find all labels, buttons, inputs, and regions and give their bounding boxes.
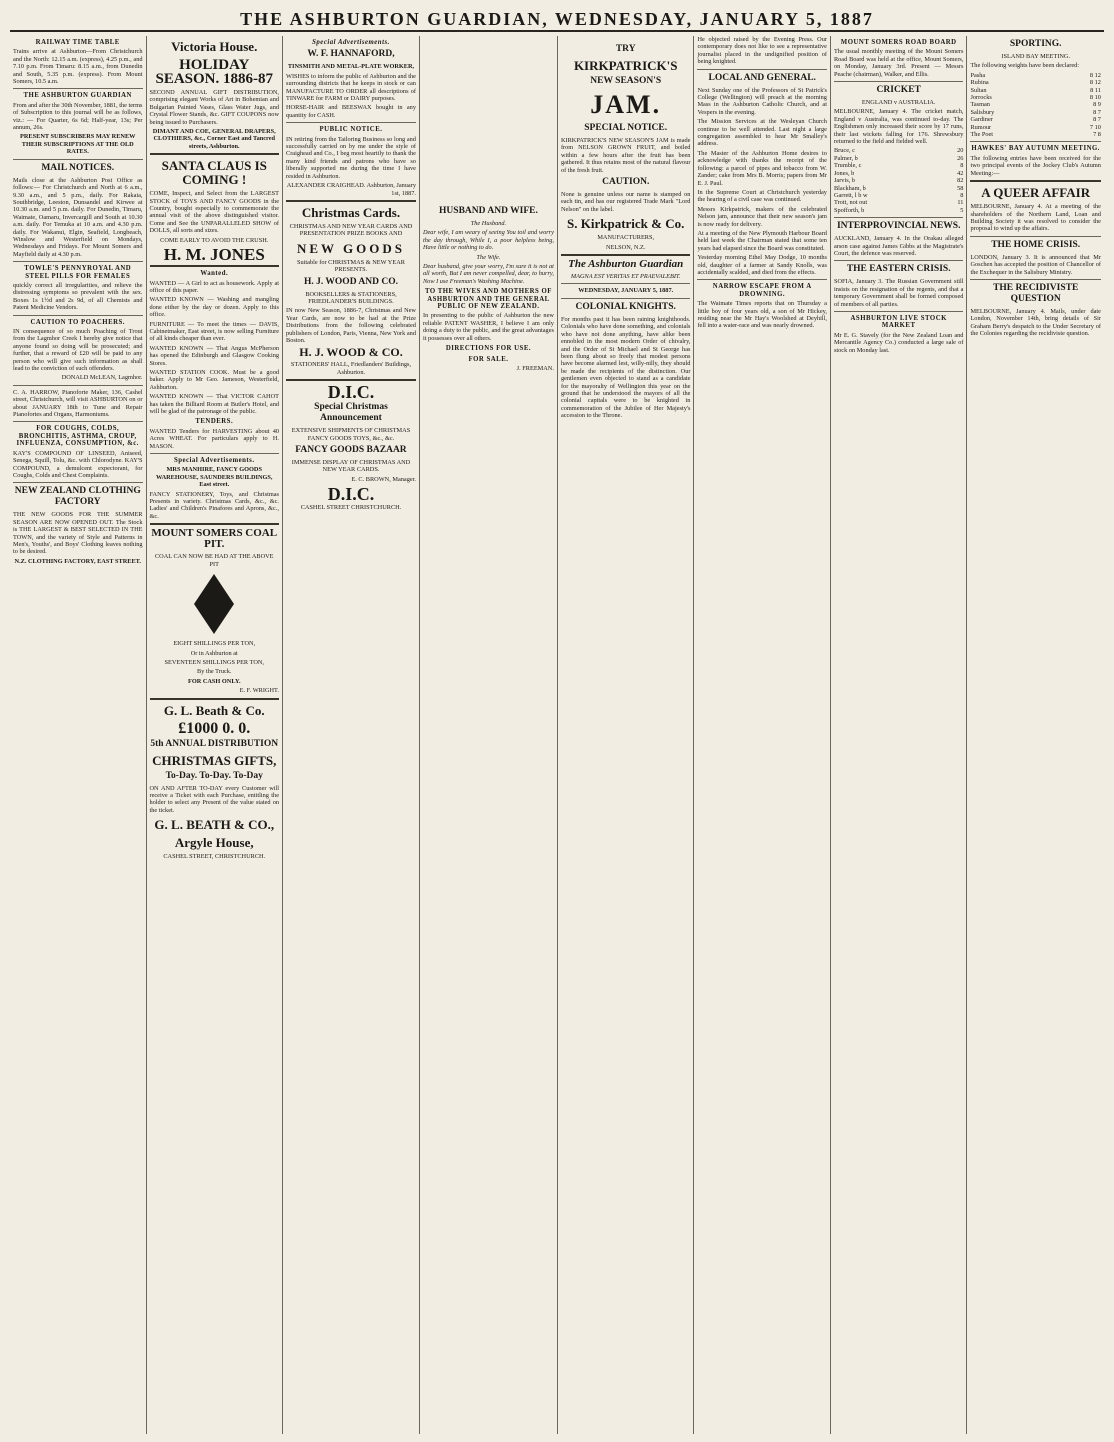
local-text-6: At a meeting of the New Plymouth Harbour Board held last week the Chairman stated that some ten years had elapsed since the Board was constituted. — [697, 229, 827, 252]
new-goods-heading: NEW GOODS — [296, 240, 405, 256]
divider — [970, 141, 1101, 142]
divider — [697, 69, 827, 70]
divider — [697, 279, 827, 280]
local-heading: LOCAL AND GENERAL. — [708, 72, 816, 83]
score-name: Garrett, l b w — [833, 191, 868, 199]
santa-tag: COME EARLY TO AVOID THE CRUSH. — [160, 236, 269, 244]
divider — [13, 482, 143, 483]
beath-text: ON AND AFTER TO-DAY every Customer will receive a Ticket with each Purchase, entitling the holder to select any Present of the value stated on the ticket. — [149, 784, 279, 814]
divider — [150, 265, 280, 267]
beath-annual: 5th ANNUAL DISTRIBUTION — [150, 738, 279, 749]
special-xmas-heading: Special Christmas Announcement — [314, 402, 388, 424]
score-name: Trott, not out — [833, 199, 868, 207]
coal-price-2: Or in Ashburton at — [190, 649, 238, 657]
horse-weight: 8 12 — [1089, 71, 1101, 79]
horse-name: Jorrocks — [970, 94, 992, 102]
wood-text: IN now New Season, 1886-7, Christmas and New Year Cards, are now to be had at the Prize Distributions from the following celebrated publishers of London, Paris, Vienna, New York and Boston. — [286, 307, 416, 344]
divider — [834, 217, 964, 218]
horse-weight: 8 7 — [1093, 116, 1101, 124]
beath-amount: £1000 0. 0. — [178, 719, 251, 737]
divider — [561, 298, 691, 299]
horse-weight: 8 7 — [1093, 108, 1101, 116]
caution-sign: DONALD McLEAN, Lagmhor. — [61, 374, 143, 382]
divider — [150, 153, 280, 155]
hawkes-heading: HAWKES' BAY AUTUMN MEETING. — [971, 145, 1100, 153]
xmas-cards-heading: Christmas Cards. — [301, 204, 401, 220]
score-name: Bruce, c — [833, 147, 855, 155]
hawkes-text: The following entries have been received for the two principal events of the Jockey Club's Autumn Meeting:— — [970, 154, 1101, 177]
coal-price-3: SEVENTEEN SHILLINGS PER TON, — [164, 658, 264, 666]
interprovincial-heading: INTERPROVINCIAL NEWS. — [836, 221, 961, 232]
tenders-heading: TENDERS. — [195, 418, 234, 426]
dic2-sub: CASHEL STREET CHRISTCHURCH. — [300, 504, 402, 512]
score-name: Blackham, b — [833, 184, 866, 192]
mail-text: Mails close at the Ashburton Post Office as follows:— For Christchurch and North at 6 a.m., 9.30 a.m., and 5 p.m., daily. For Rakaia, Southbridge, Leeston, Dunsandel and Kirwee at 10.30 a.m. and 5 p.m. daily. For Dunedin, Timaru, Waimate, Oamaru, Invercargill and South at 10.30 a.m. daily. For Temuka at 10 a.m. and 4.30 p.m. daily. For Wakanui, Elgin, Seafield, Longbeach, Winslow and Westerfield on Mondays, Wednesdays and Fridays. For Mount Somers and Mayfield daily at 4.30 p.m. — [13, 176, 143, 258]
horse-weight: 7 10 — [1089, 123, 1101, 131]
for-sale-heading: FOR SALE. — [468, 355, 509, 363]
wanted-5: WANTED STATION COOK. Must be a good baker. Apply to Mr Geo. Jameson, Westerfield, Ashburton. — [149, 368, 279, 391]
horse-name: Gardiner — [970, 116, 993, 124]
weights-table — [970, 72, 1101, 139]
guardian-title: The Ashburton Guardian — [568, 258, 684, 271]
column-3 — [283, 36, 420, 1434]
women-heading: TO THE WIVES AND MOTHERS OF ASHBURTON AND THE GENERAL PUBLIC OF NEW ZEALAND. — [424, 288, 552, 311]
livestock-heading: ASHBURTON LIVE STOCK MARKET — [850, 314, 947, 330]
coughs-heading: FOR COUGHS, COLDS, BRONCHITIS, ASTHMA, CROUP, INFLUENZA, CONSUMPTION, &c. — [16, 425, 139, 448]
divider — [834, 311, 964, 312]
extensive-text: EXTENSIVE SHIPMENTS OF CHRISTMAS FANCY GOODS TOYS, &c., &c. — [291, 427, 411, 442]
caution-heading: CAUTION. — [602, 177, 650, 188]
coal-sub: COAL CAN NOW BE HAD AT THE ABOVE PIT — [154, 553, 274, 568]
victoria-heading: Victoria House. — [171, 39, 258, 54]
kay-text: KAY'S COMPOUND OF LINSEED, Aniseed, Senega, Squill, Tolu, &c. with Chlorodyne. KAY'S COMPOUND, a demulcent expectorant, for Coughs, Colds and Chest Complaints. — [13, 449, 143, 479]
divider — [561, 283, 691, 284]
horse-name: The Poet — [970, 131, 994, 139]
guardian-text: From and after the 30th November, 1881, the terms of Subscription to this journal will be as follows, viz.: — For Quarter, 6s 6d; Half-year, 13s; Per annum, 26s. — [13, 101, 143, 132]
masthead: THE ASHBURTON GUARDIAN, WEDNESDAY, JANUARY 5, 1887 — [10, 8, 1104, 32]
horse-weight: 8 11 — [1090, 86, 1101, 94]
freeman-sign: J. FREEMAN. — [516, 364, 554, 372]
divider — [970, 180, 1101, 182]
nelson-text: NELSON, N.Z. — [605, 243, 646, 251]
wanted-3: FURNITURE — To meet the times — DAVIS, Cabinetmaker, East street, is now selling Furniture of all kinds cheaper than ever. — [149, 320, 279, 343]
divider — [13, 421, 143, 422]
coal-sign: E. F. WRIGHT. — [239, 687, 279, 695]
factory-sign: N.Z. CLOTHING FACTORY, EAST STREET. — [14, 557, 141, 565]
score-name: Palmer, b — [833, 154, 858, 162]
horse-weight: 7 8 — [1093, 131, 1101, 139]
divider — [13, 88, 143, 89]
directions-heading: DIRECTIONS FOR USE. — [445, 345, 532, 353]
leader-date: WEDNESDAY, JANUARY 5, 1887. — [578, 287, 674, 295]
table-row — [970, 101, 1101, 108]
queer-heading: A QUEER AFFAIR — [981, 185, 1091, 201]
table-row — [834, 162, 964, 169]
home-heading: THE HOME CRISIS. — [991, 239, 1081, 250]
col3-hdr: Special Advertisements. — [312, 39, 390, 46]
road-board-text: The usual monthly meeting of the Mount Somers Road Board was held at the office, Mount Somers, on Monday, January 3rd. Present — Messrs Peache (chairman), Walker, and Ellis. — [833, 48, 964, 78]
harrow-text: C. A. HARROW, Pianoforte Maker, 136, Cashel street, Christchurch, will visit ASHBURTON on or about JANUARY 18th to Tune and Repair Pianofortes and Organs, Harmoniums. — [13, 388, 143, 419]
horse-weight: 8 12 — [1089, 79, 1101, 87]
hannaford-text: WISHES to inform the public of Ashburton and the surrounding districts that he keeps in stock or can MANUFACTURE TO ORDER all descriptions of TINWARE for FARM or DAIRY purposes. — [286, 72, 416, 103]
mail-heading: MAIL NOTICES. — [41, 162, 115, 173]
husband-sub: The Husband. — [470, 220, 507, 227]
score-runs: 8 — [960, 191, 964, 199]
score-runs: 11 — [957, 199, 964, 207]
public-notice-sign: ALEXANDER CRAIGHEAD. Ashburton, January 1st, 1887. — [286, 182, 416, 197]
table-row — [970, 124, 1101, 131]
local-text-2: The Mission Services at the Wesleyan Church continue to be well attended. Last night a large congregation assembled to hear Mr Smalley's address. — [697, 118, 827, 148]
eastern-text: SOFIA, January 3. The Russian Government still insists on the resignation of the regents, and that a temporary Government shall be formed composed of members of all parties. — [833, 278, 964, 308]
score-name: Jarvis, b — [833, 177, 855, 185]
coal-price-4: By the Truck. — [197, 668, 232, 676]
coal-cash: FOR CASH ONLY. — [187, 677, 241, 685]
jam-text: KIRKPATRICK'S NEW SEASON'S JAM is made from NELSON GROWN FRUIT, and boiled within a few hours after the fruit has been gathered. It thus retains most of the natural flavour of the fresh fruit. — [560, 137, 691, 174]
narrow-heading: NARROW ESCAPE FROM A DROWNING. — [712, 283, 812, 298]
beath-today: To-Day. To-Day. To-Day — [165, 770, 263, 781]
new-goods-sub: Suitable for CHRISTMAS & NEW YEAR PRESENTS. — [297, 258, 405, 274]
score-runs: 82 — [957, 177, 964, 185]
railway-heading: RAILWAY TIME TABLE — [35, 39, 120, 46]
table-row — [970, 94, 1101, 101]
horse-name: Salisbury — [970, 108, 995, 116]
jones-heading: H. M. JONES — [163, 245, 265, 265]
wood-bottom: H. J. WOOD & CO. — [299, 345, 403, 360]
jam-heading: JAM. — [590, 90, 662, 119]
table-row — [834, 199, 964, 206]
wanted-1: WANTED — A Girl to act as housework. Apply at office of this paper. — [149, 279, 279, 294]
recidivist-text: MELBOURNE, January 4. Mails, under date London, November 14th, bring details of Sir Graham Berry's despatch to the Under Secretary of the Colonies regarding the recidiviste question. — [970, 307, 1101, 338]
factory-text: THE NEW GOODS FOR THE SUMMER SEASON ARE NOW OPENED OUT. The Stock is THE LARGEST & BEST SELECTED IN THE TOWN, and the variety of Style and Patterns in Men's, Youths', and Boys' Clothing leaves nothing to be desired. — [13, 511, 143, 556]
wood-sub: BOOKSELLERS & STATIONERS, FRIEDLANDER'S BUILDINGS. — [305, 290, 397, 305]
special-heading: Special Advertisements. — [173, 457, 255, 465]
wood-bottom-sub: STATIONERS' HALL, Friedlanders' Buildings, Ashburton. — [290, 361, 412, 376]
towle-heading: TOWLE'S PENNYROYAL AND STEEL PILLS FOR FEMALES — [24, 265, 132, 280]
divider — [286, 122, 416, 123]
coal-heading: MOUNT SOMERS COAL PIT. — [151, 527, 278, 551]
local-text-7: Yesterday morning Ethel May Dodge, 10 months old, daughter of a farmer at Sandy Knolls, was accidentally scalded, and died from the effects. — [697, 254, 827, 276]
table-row — [834, 147, 964, 154]
wide-subcolumns — [283, 36, 557, 1434]
guardian-heading: THE ASHBURTON GUARDIAN — [23, 92, 132, 100]
scores-table — [834, 147, 964, 214]
dimant-text: DIMANT AND COE, GENERAL DRAPERS, CLOTHIERS, &c., Corner East and Tancred streets, Ashburton. — [152, 128, 276, 150]
cashel-text: CASHEL STREET, CHRISTCHURCH. — [163, 853, 266, 861]
caution-text: None is genuine unless our name is stamped on each tin, and has our registered Trade Mark "Lord Nelson" on the label. — [560, 191, 691, 213]
table-row — [834, 185, 964, 192]
diamond-ornament-icon — [194, 574, 234, 634]
table-row — [834, 207, 964, 214]
horse-name: Pasha — [970, 71, 986, 79]
try-heading: TRY — [615, 44, 636, 54]
table-row — [970, 72, 1101, 79]
manhire-text: FANCY STATIONERY, Toys, and Christmas Presents in variety. Christmas Cards, &c., &c. Ladies' and Children's Pinafores and Aprons, &c., &c. — [149, 490, 279, 520]
divider — [13, 385, 143, 386]
score-runs: 58 — [957, 184, 964, 192]
livestock-text: Mr E. G. Stavely (for the New Zealand Loan and Mercantile Agency Co.) conducted a large sale of stock on Monday last. — [833, 331, 964, 354]
score-name: Spofforth, b — [833, 206, 865, 214]
public-notice-heading: PUBLIC NOTICE. — [319, 126, 383, 134]
column-1 — [10, 36, 147, 1434]
divider — [150, 453, 280, 454]
leader-heading: COLONIAL KNIGHTS. — [575, 301, 676, 312]
divider — [561, 254, 691, 256]
column-2 — [147, 36, 284, 1434]
manufacturer-sub: MANUFACTURERS, — [597, 234, 655, 242]
holiday-heading: HOLIDAY SEASON. 1886-87 — [155, 57, 274, 87]
column-8 — [967, 36, 1104, 1434]
women-text: In presenting to the public of Ashburton the new reliable PATENT WASHER, I believe I am only doing a duty to the public, and the great advantages it possesses over all others. — [422, 312, 554, 342]
horse-weight: 8 10 — [1089, 94, 1101, 102]
argyle-heading: Argyle House, — [174, 835, 254, 851]
divider — [13, 261, 143, 262]
dic2-heading: D.I.C. — [327, 484, 375, 505]
husband-heading: HUSBAND AND WIFE. — [439, 206, 538, 216]
table-row — [834, 170, 964, 177]
wife-poem: Dear husband, give your worry, I'm sure it is not at all worth, But I am never compelled, dear, to hurry, Now I use Freeman's Washing Machine. — [422, 263, 554, 285]
column-4 — [420, 36, 557, 1434]
sporting-text: The following weights have been declared: — [970, 62, 1080, 70]
railway-text: Trains arrive at Ashburton—From Christchurch and the North: 12.15 a.m. (express), 4.25 p.m., and 7.10 p.m. From Timaru: 8.15 a.m., from Dunedin and South, 5.35 p.m. (express). From Mount Somers, 10.5 a.m. — [13, 48, 143, 86]
divider — [150, 523, 280, 525]
kirkpatrick-heading: KIRKPATRICK'S — [573, 58, 678, 73]
table-row — [970, 79, 1101, 86]
divider — [970, 279, 1101, 280]
fancy-bazaar-heading: FANCY GOODS BAZAAR — [295, 445, 407, 455]
wood-heading: H. J. WOOD AND CO. — [303, 276, 398, 287]
table-row — [834, 155, 964, 162]
coal-price-1: EIGHT SHILLINGS PER TON, — [173, 640, 256, 648]
table-row — [970, 87, 1101, 94]
tenders-text: WANTED Tenders for HARVESTING about 40 Acres WHEAT. For particulars apply to H. MASON. — [149, 427, 279, 450]
beath-bottom: G. L. BEATH & CO., — [154, 817, 275, 833]
columns — [10, 36, 1104, 1434]
caution-text: IN consequence of so much Poaching of Trout from the Lagmhor Creek I hereby give notice that anyone found so doing will be prosecuted; and further, that a reward of £20 will be paid to any person who will give such information as shall lead to the conviction of such offenders. — [13, 328, 143, 373]
special-notice-heading: SPECIAL NOTICE. — [584, 123, 668, 133]
manhire-heading: MRS MANHIRE, FANCY GOODS WAREHOUSE, SAUNDERS BUILDINGS, East street. — [155, 466, 273, 489]
motto: MAGNA EST VERITAS ET PRAEVALEBIT. — [570, 273, 681, 281]
eastern-heading: THE EASTERN CRISIS. — [846, 264, 951, 275]
holiday-text: SECOND ANNUAL GIFT DISTRIBUTION, comprising elegant Works of Art in Bohemian and Bulgarian Painted Vases, Glass Water Jugs, and Crystal Flower Stands, &c. GIFT COUPONS now being issued to Purchasers. — [149, 89, 279, 126]
score-runs: 20 — [957, 147, 964, 155]
santa-text: COME, Inspect, and Select from the LARGEST STOCK of TOYS AND FANCY GOODS in the Country, bought especially to commemorate the annual visit of the above distinguished visitor. Come and See the UNPARALLELED SHOW of DOLLS, all sorts and sizes. — [149, 190, 279, 235]
recidivist-heading: THE RECIDIVISTE QUESTION — [993, 282, 1079, 304]
local-text-3: The Master of the Ashburton Home desires to acknowledge with thanks the receipt of the following: a parcel of pipes and tobacco from W. Zander; cake from Mrs B. Morris; papers from Mr E. J. Paul. — [697, 149, 827, 187]
horse-weight: 8 9 — [1093, 101, 1101, 109]
divider — [286, 200, 416, 202]
beath-top: G. L. Beath & Co. — [163, 702, 265, 718]
local-text-1: Next Sunday one of the Professors of St Patrick's College (Wellington) will preach at the morning Mass in the Ashburton Catholic Church, and at Vespers in the evening. — [697, 86, 827, 116]
beath-gifts: CHRISTMAS GIFTS, — [152, 752, 277, 768]
banner-text: He objected raised by the Evening Press. Our contemporary does not like to see a representative journalist placed in the undignified position of being knighted. — [697, 36, 827, 66]
divider — [834, 260, 964, 261]
narrow-text: The Waimate Times reports that on Thursday a little boy of four years old, a son of Mr Hickey, residing near the Mr Hay's Woolshed at Deyhill, fell into a water-race and was nearly drowned. — [697, 300, 827, 330]
wife-sub: The Wife. — [476, 253, 501, 261]
table-row — [834, 177, 964, 184]
sporting-heading: SPORTING. — [1009, 39, 1062, 49]
xmas-cards-sub: CHRISTMAS AND NEW YEAR CARDS AND PRESENTATION PRIZE BOOKS AND — [289, 222, 413, 238]
column-7 — [831, 36, 968, 1434]
score-runs: 26 — [957, 154, 964, 162]
renew-notice: PRESENT SUBSCRIBERS MAY RENEW THEIR SUBSCRIPTIONS AT THE OLD RATES. — [20, 133, 136, 156]
score-name: Trumble, c — [833, 162, 862, 170]
divider — [13, 159, 143, 160]
wanted-6: WANTED KNOWN — That VICTOR CAHOT has taken the Billiard Room at Butler's Hotel, and will be glad of the patronage of the public. — [149, 393, 279, 415]
column-3-4 — [283, 36, 558, 1434]
horse-name: Rubina — [970, 79, 989, 87]
local-text-5: Messrs Kirkpatrick, makers of the celebrated Nelson jam, announce that their new season's jam is now ready for delivery. — [697, 205, 827, 228]
wanted-2: WANTED KNOWN — Washing and mangling done either by the day or dozen. Apply to this office. — [149, 296, 279, 319]
dic-heading: D.I.C. — [327, 382, 375, 403]
cricket-sub: ENGLAND v AUSTRALIA. — [861, 99, 936, 107]
new-season-heading: NEW SEASON'S — [590, 76, 662, 86]
horse-name: Rumour — [970, 123, 992, 131]
table-row — [970, 116, 1101, 123]
caution-heading: CAUTION TO POACHERS. — [30, 318, 126, 326]
hannaford-sub: TINSMITH AND METAL-PLATE WORKER, — [287, 63, 415, 71]
column-6 — [694, 36, 831, 1434]
leader-text: For months past it has been raining knighthoods. Colonials who have done something, and colonials who have not done anything, have alike been ennobled in the most modern Order of chivalry, and the Order of St Michael and St George has been flung about so freely that modest persons have become alarmed lest, willy-nilly, they should be made the recipients of the distinction. Our gentlemen even objected to stand as a candidate for the mayoralty of Wellington this year on the ground that he understood the mayors of all the colonial capitals were to be knighted in commemoration of the Jubilee of Her Majesty's accession to the Throne. — [560, 315, 691, 420]
home-text: LONDON, January 3. It is announced that Mr Goschen has accepted the position of Chancellor of the Exchequer in the Salisbury Ministry. — [970, 253, 1101, 276]
road-board-heading: MOUNT SOMERS ROAD BOARD — [840, 39, 957, 46]
divider — [834, 81, 964, 82]
interprovincial-text: AUCKLAND, January 4. In the Orakau alleged arson case against James Gibbs at the Magistrate's Court, the defence was reserved. — [833, 235, 964, 257]
husband-poem: Dear wife, I am weary of seeing You toil and worry the day through, While I, a poor helpless being, Have little or nothing to do. — [422, 229, 554, 252]
santa-heading: SANTA CLAUS IS COMING ! — [161, 158, 267, 188]
divider — [13, 315, 143, 316]
local-text-4: In the Supreme Court at Christchurch yesterday the hearing of a civil case was continued. — [697, 188, 827, 204]
horse-name: Sultan — [970, 86, 987, 94]
factory-heading: NEW ZEALAND CLOTHING FACTORY — [14, 486, 141, 508]
public-notice-text: IN retiring from the Tailoring Business so long and successfully carried on by me under the style of Craighead and Co., I beg most heartily to thank the many kind friends and patrons who have so liberally supported me during the time I have resided in Ashburton. — [286, 135, 416, 180]
score-runs: 8 — [960, 162, 964, 170]
column-5 — [558, 36, 695, 1434]
sporting-sub: ISLAND BAY MEETING. — [1001, 53, 1071, 60]
table-row — [834, 192, 964, 199]
wanted-heading: Wanted. — [200, 270, 229, 278]
manufacturer-heading: S. Kirkpatrick & Co. — [567, 216, 685, 232]
score-runs: 5 — [960, 206, 964, 214]
queer-text: MELBOURNE, January 4. At a meeting of the shareholders of the Northern Land, Loan and Building Society it was resolved to consider the proposal to wind up the affairs. — [970, 203, 1101, 233]
score-runs: 42 — [957, 169, 964, 177]
foster-sign: E. C. BROWN, Manager. — [351, 475, 416, 483]
wanted-4: WANTED KNOWN — That Angus McPherson has opened the Edinburgh and Glasgow Cooking Stores. — [149, 344, 279, 367]
horse-name: Tasman — [970, 101, 990, 109]
hannaford-heading: W. F. HANNAFORD, — [307, 49, 395, 60]
hannaford-sign: HORSE-HAIR and BEESWAX bought in any quantity for CASH. — [286, 104, 416, 119]
towle-text: quickly correct all irregularities, and relieve the distressing symptoms so prevalent with the sex. Boxes 1s 1½d and 2s 9d, of all Chemists and Patent Medicine Vendors. — [13, 281, 143, 312]
divider — [286, 379, 416, 381]
divider — [970, 236, 1101, 237]
table-row — [970, 131, 1101, 138]
cricket-heading: CRICKET — [876, 85, 921, 96]
divider — [150, 698, 280, 700]
immense-text: IMMENSE DISPLAY OF CHRISTMAS AND NEW YEAR CARDS. — [291, 459, 411, 474]
cricket-text: MELBOURNE, January 4. The cricket match, England v Australia, was continued to-day. The Englishmen only increased their score by 17 runs, their last wickets falling for 176. Shrewsbury returned to the field and fielded well. — [833, 108, 964, 146]
table-row — [970, 109, 1101, 116]
score-name: Jones, b — [833, 169, 855, 177]
